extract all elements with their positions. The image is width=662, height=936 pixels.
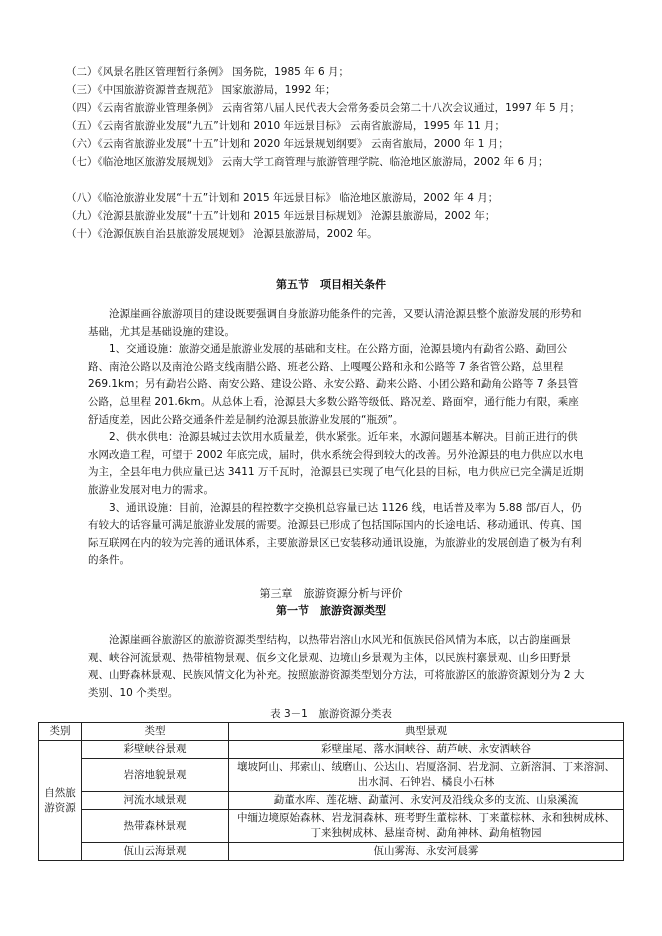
reference-item: （九）《沧源县旅游业发展“十五”计划和 2015 年远景目标规划》 沧源县旅游局，2002 年；	[66, 210, 496, 222]
resource-classification-table	[38, 722, 624, 861]
reference-item: （六）《云南省旅游业发展“十五”计划和 2020 年远景规划纲要》 云南省旅局，2000 年 1 月；	[66, 138, 509, 150]
reference-item: （四）《云南省旅游业管理条例》 云南省第八届人民代表大会常务委员会第二十八次会议通过，1997 年 5 月；	[66, 102, 581, 114]
column-header: 典型景观	[229, 723, 624, 741]
reference-list	[66, 63, 606, 243]
paragraph: 2、供水供电：沧源县城过去饮用水质量差，供水紧张。近年来，水源问题基本解决。目前正进行的供水网改造工程，可望于 2002 年底完成，届时，供水系统会得到较大的改善。另外沧源县的电力供应以水电为主，全县年电力供应量已达 3411 万千瓦时，沧源县已实现了电气化县的目标，电力供应已完全满足近期旅游业发展对电力的需求。	[88, 431, 584, 496]
reference-item: （三）《中国旅游资源普查规范》 国家旅游局，1992 年；	[66, 84, 336, 96]
examples-cell: 壤坡阿山、邦索山、绒磨山、公达山、岩厦洛洞、岩龙洞、立新溶洞、丁来溶洞、出水洞、石钟岩、橘良小石林	[229, 759, 624, 792]
table-caption: 表 3－1 旅游资源分类表	[270, 708, 392, 720]
table-row	[39, 810, 624, 843]
table-header-row	[39, 723, 624, 741]
table-row	[39, 792, 624, 810]
column-header: 类型	[82, 723, 229, 741]
paragraph: 3、通讯设施：目前，沧源县的程控数字交换机总容量已达 1126 线，电话普及率为 5.88 部/百人，仍有较大的话容量可满足旅游业发展的需要。沧源县已形成了包括国际国内的长途电话、移动通讯、传真、国际互联网在内的较为完善的通讯体系，主要旅游景区已安装移动通讯设施，为旅游业的发展创造了极为有利的条件。	[88, 501, 582, 567]
reference-item: （十）《沧源佤族自治县旅游发展规划》 沧源县旅游局，2002 年。	[66, 228, 378, 240]
examples-cell: 中缅边境原始森林、岩龙洞森林、班考野生董棕林、丁来董棕林、永和独树成林、丁来独树成林、悬崖奇树、勐角神林、勐角植物园	[229, 810, 624, 843]
type-cell: 热带森林景观	[82, 810, 229, 843]
paragraph: 沧源崖画谷旅游区的旅游资源类型结构，以热带岩溶山水风光和佤族民俗风情为本底，以古韵崖画景观、峡谷河流景观、热带植物景观、佤乡文化景观、边境山乡景观为主体，以民族村寨景观、山乡田野景观、山野森林景观、民族风情文化为补充。按照旅游资源类型划分方法，可将旅游区的旅游资源划分为 2 大类别、10 个类型。	[88, 634, 585, 699]
category-cell: 自然旅游资源	[39, 741, 82, 861]
reference-item: （二）《风景名胜区管理暂行条例》 国务院，1985 年 6 月；	[66, 66, 350, 78]
examples-cell: 勐董水库、莲花塘、勐董河、永安河及沿线众多的支流、山泉溪流	[229, 792, 624, 810]
type-cell: 佤山云海景观	[82, 843, 229, 861]
section-title: 第一节 旅游资源类型	[276, 604, 386, 617]
chapter-body	[88, 632, 588, 702]
table-row	[39, 759, 624, 792]
examples-cell: 佤山雾海、永安河晨雾	[229, 843, 624, 861]
section-body	[88, 306, 588, 570]
reference-item: （五）《云南省旅游业发展“九五”计划和 2010 年远景目标》 云南省旅游局，1995 年 11 月；	[66, 120, 505, 132]
column-header: 类别	[39, 723, 82, 741]
reference-item: （七）《临沧地区旅游发展规划》 云南大学工商管理与旅游管理学院、临沧地区旅游局，2002 年 6 月；	[66, 156, 549, 168]
type-cell: 河流水域景观	[82, 792, 229, 810]
table-row	[39, 843, 624, 861]
reference-item: （八）《临沧旅游业发展“十五”计划和 2015 年远景目标》 临沧地区旅游局，2002 年 4 月；	[66, 192, 499, 204]
table-row	[39, 741, 624, 759]
paragraph: 沧源崖画谷旅游项目的建设既要强调自身旅游功能条件的完善，又要认清沧源县整个旅游发展的形势和基础，尤其是基础设施的建设。	[88, 308, 582, 338]
type-cell: 彩壁峡谷景观	[82, 741, 229, 759]
section-title: 第五节 项目相关条件	[276, 278, 386, 291]
examples-cell: 彩壁崖尾、落水洞峡谷、葫芦峡、永安洒峡谷	[229, 741, 624, 759]
paragraph: 1、交通设施：旅游交通是旅游业发展的基础和支柱。在公路方面，沧源县境内有勐省公路、勐回公路、南沧公路以及南沧公路支线南腊公路、班老公路、上嘎嘎公路和永和公路等 7 条省管公路，总里程 269.1km；另有勐岩公路、南安公路、建设公路、永安公路、勐来公路、小团公路和勐角公路等 7 条县管公路，总里程 201.6km。从总体上看，沧源县大多数公路等级低、路况差、路面窄，通行能力有限，乘座舒适度差，因此公路交通条件差是制约沧源县旅游业发展的“瓶颈”。	[88, 343, 579, 426]
type-cell: 岩溶地貌景观	[82, 759, 229, 792]
chapter-title: 第三章 旅游资源分析与评价	[259, 587, 403, 600]
